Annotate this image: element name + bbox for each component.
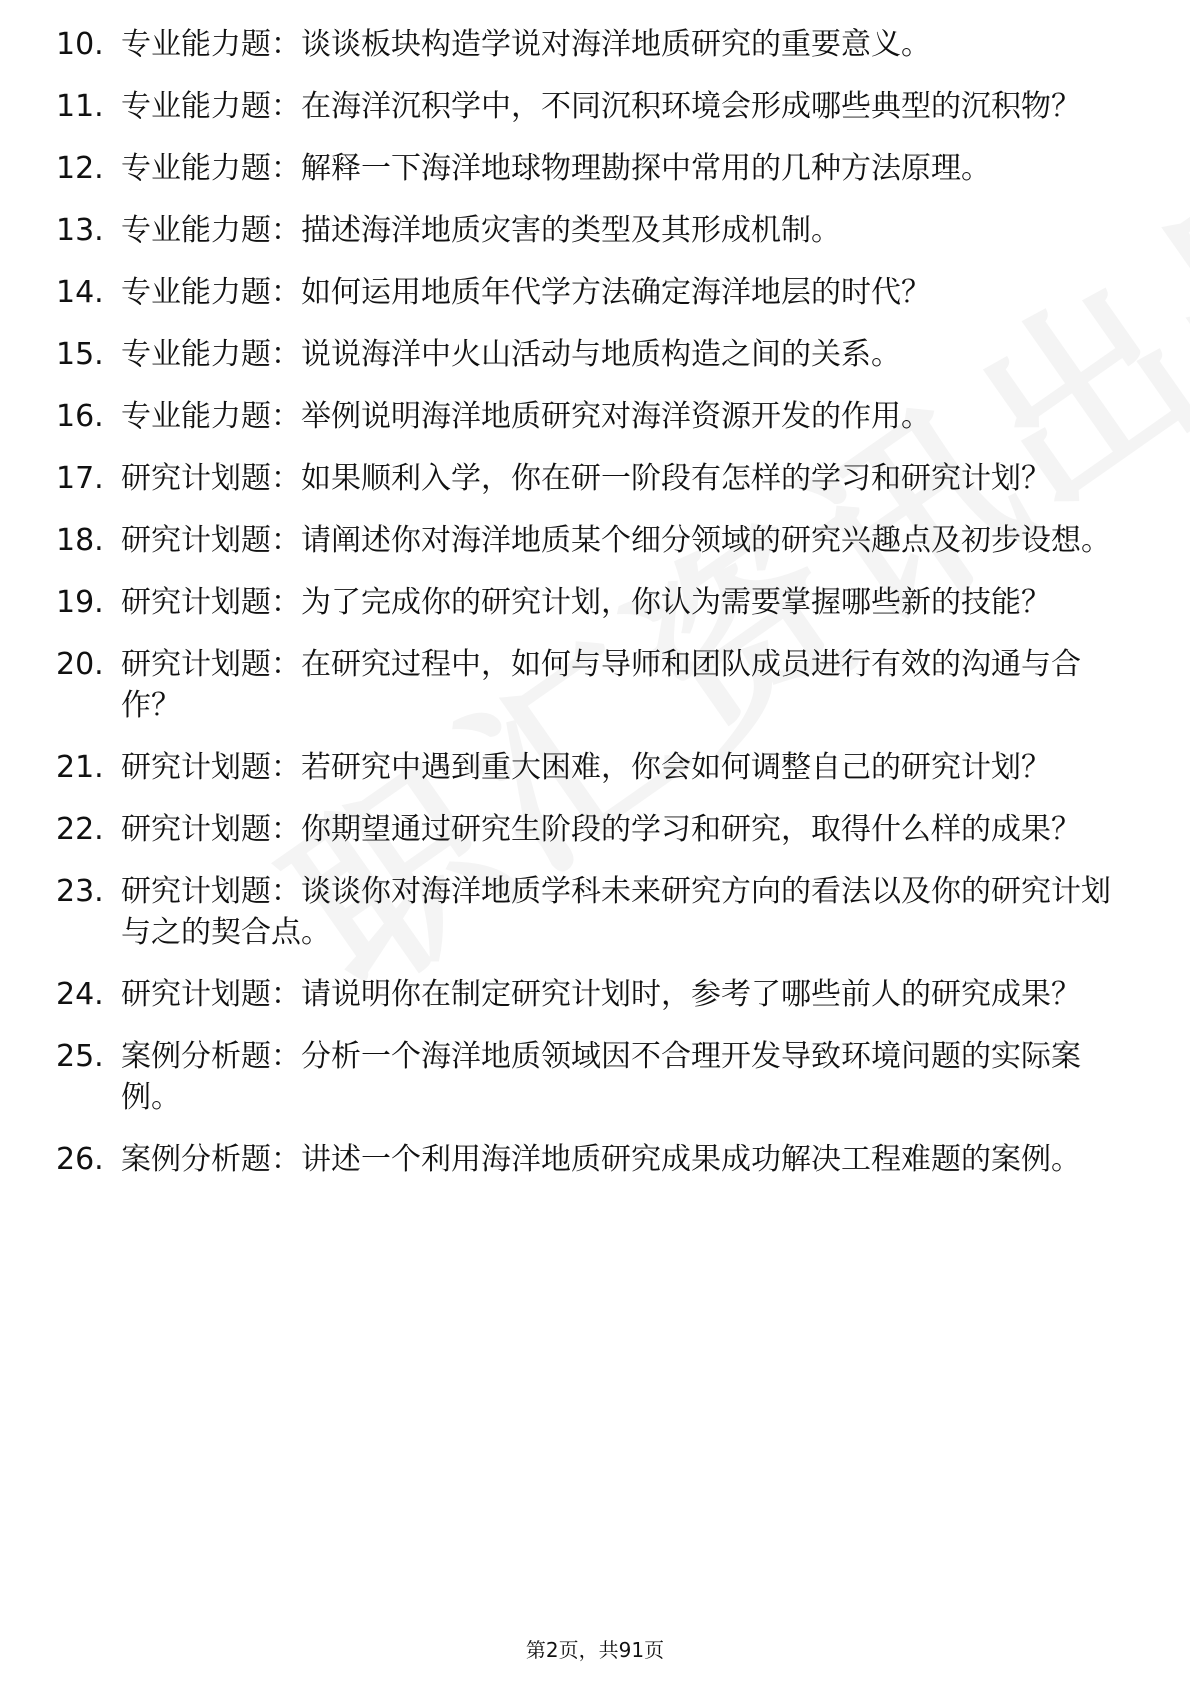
- question-category: 研究计划题：: [121, 461, 301, 496]
- question-number: 10.: [56, 27, 104, 62]
- question-number: 13.: [56, 213, 104, 248]
- question-body: [121, 210, 1136, 251]
- question-number: 12.: [56, 151, 104, 186]
- question-item: [56, 809, 1136, 850]
- question-category: 专业能力题：: [121, 89, 301, 124]
- question-number: 19.: [56, 585, 104, 620]
- question-category: 研究计划题：: [121, 874, 301, 909]
- question-text: 解释一下海洋地球物理勘探中常用的几种方法原理。: [301, 151, 991, 186]
- question-body: [121, 458, 1136, 499]
- question-item: [56, 644, 1136, 726]
- question-item: [56, 272, 1136, 313]
- question-number: 11.: [56, 89, 104, 124]
- question-text: 为了完成你的研究计划，你认为需要掌握哪些新的技能？: [301, 585, 1051, 620]
- question-body: [121, 396, 1136, 437]
- question-number: 22.: [56, 812, 104, 847]
- question-item: [56, 210, 1136, 251]
- question-item: [56, 871, 1136, 953]
- question-number: 14.: [56, 275, 104, 310]
- question-text: 若研究中遇到重大困难，你会如何调整自己的研究计划？: [301, 750, 1051, 785]
- question-text: 描述海洋地质灾害的类型及其形成机制。: [301, 213, 841, 248]
- question-item: [56, 396, 1136, 437]
- question-number: 23.: [56, 874, 104, 909]
- question-text: 你期望通过研究生阶段的学习和研究，取得什么样的成果？: [301, 812, 1081, 847]
- question-text: 在研究过程中，如何与导师和团队成员进行有效的沟通与合作？: [121, 647, 1081, 723]
- question-category: 研究计划题：: [121, 977, 301, 1012]
- question-number: 20.: [56, 647, 104, 682]
- question-text: 如果顺利入学，你在研一阶段有怎样的学习和研究计划？: [301, 461, 1051, 496]
- question-category: 研究计划题：: [121, 585, 301, 620]
- question-item: [56, 1036, 1136, 1118]
- question-body: [121, 582, 1136, 623]
- question-item: [56, 582, 1136, 623]
- question-body: [121, 974, 1136, 1015]
- question-body: [121, 1139, 1136, 1180]
- question-body: [121, 747, 1136, 788]
- question-item: [56, 148, 1136, 189]
- question-number: 15.: [56, 337, 104, 372]
- question-category: 研究计划题：: [121, 523, 301, 558]
- question-item: [56, 1139, 1136, 1180]
- question-text: 谈谈板块构造学说对海洋地质研究的重要意义。: [301, 27, 931, 62]
- question-body: [121, 809, 1136, 850]
- question-text: 请阐述你对海洋地质某个细分领域的研究兴趣点及初步设想。: [301, 523, 1111, 558]
- question-text: 分析一个海洋地质领域因不合理开发导致环境问题的实际案例。: [121, 1039, 1081, 1115]
- question-item: [56, 974, 1136, 1015]
- question-body: [121, 520, 1136, 561]
- question-number: 26.: [56, 1142, 104, 1177]
- question-body: [121, 1036, 1136, 1118]
- question-category: 专业能力题：: [121, 27, 301, 62]
- question-category: 研究计划题：: [121, 812, 301, 847]
- question-category: 研究计划题：: [121, 647, 301, 682]
- question-number: 16.: [56, 399, 104, 434]
- question-body: [121, 644, 1136, 726]
- question-item: [56, 24, 1136, 65]
- question-text: 举例说明海洋地质研究对海洋资源开发的作用。: [301, 399, 931, 434]
- question-category: 专业能力题：: [121, 275, 301, 310]
- question-text: 说说海洋中火山活动与地质构造之间的关系。: [301, 337, 901, 372]
- question-category: 案例分析题：: [121, 1039, 301, 1074]
- question-body: [121, 871, 1136, 953]
- question-text: 谈谈你对海洋地质学科未来研究方向的看法以及你的研究计划与之的契合点。: [121, 874, 1111, 950]
- question-list: [56, 24, 1136, 1201]
- question-number: 18.: [56, 523, 104, 558]
- question-item: [56, 747, 1136, 788]
- question-number: 25.: [56, 1039, 104, 1074]
- question-text: 在海洋沉积学中，不同沉积环境会形成哪些典型的沉积物？: [301, 89, 1081, 124]
- question-category: 专业能力题：: [121, 151, 301, 186]
- question-category: 案例分析题：: [121, 1142, 301, 1177]
- question-body: [121, 272, 1136, 313]
- question-item: [56, 86, 1136, 127]
- question-text: 如何运用地质年代学方法确定海洋地层的时代？: [301, 275, 931, 310]
- question-category: 专业能力题：: [121, 337, 301, 372]
- question-body: [121, 86, 1136, 127]
- question-number: 21.: [56, 750, 104, 785]
- question-item: [56, 520, 1136, 561]
- question-item: [56, 334, 1136, 375]
- question-number: 17.: [56, 461, 104, 496]
- question-body: [121, 148, 1136, 189]
- question-number: 24.: [56, 977, 104, 1012]
- question-text: 讲述一个利用海洋地质研究成果成功解决工程难题的案例。: [301, 1142, 1081, 1177]
- question-category: 专业能力题：: [121, 399, 301, 434]
- question-category: 专业能力题：: [121, 213, 301, 248]
- question-body: [121, 24, 1136, 65]
- question-item: [56, 458, 1136, 499]
- question-text: 请说明你在制定研究计划时，参考了哪些前人的研究成果？: [301, 977, 1081, 1012]
- question-category: 研究计划题：: [121, 750, 301, 785]
- question-body: [121, 334, 1136, 375]
- page-footer: 第2页，共91页: [525, 1638, 665, 1662]
